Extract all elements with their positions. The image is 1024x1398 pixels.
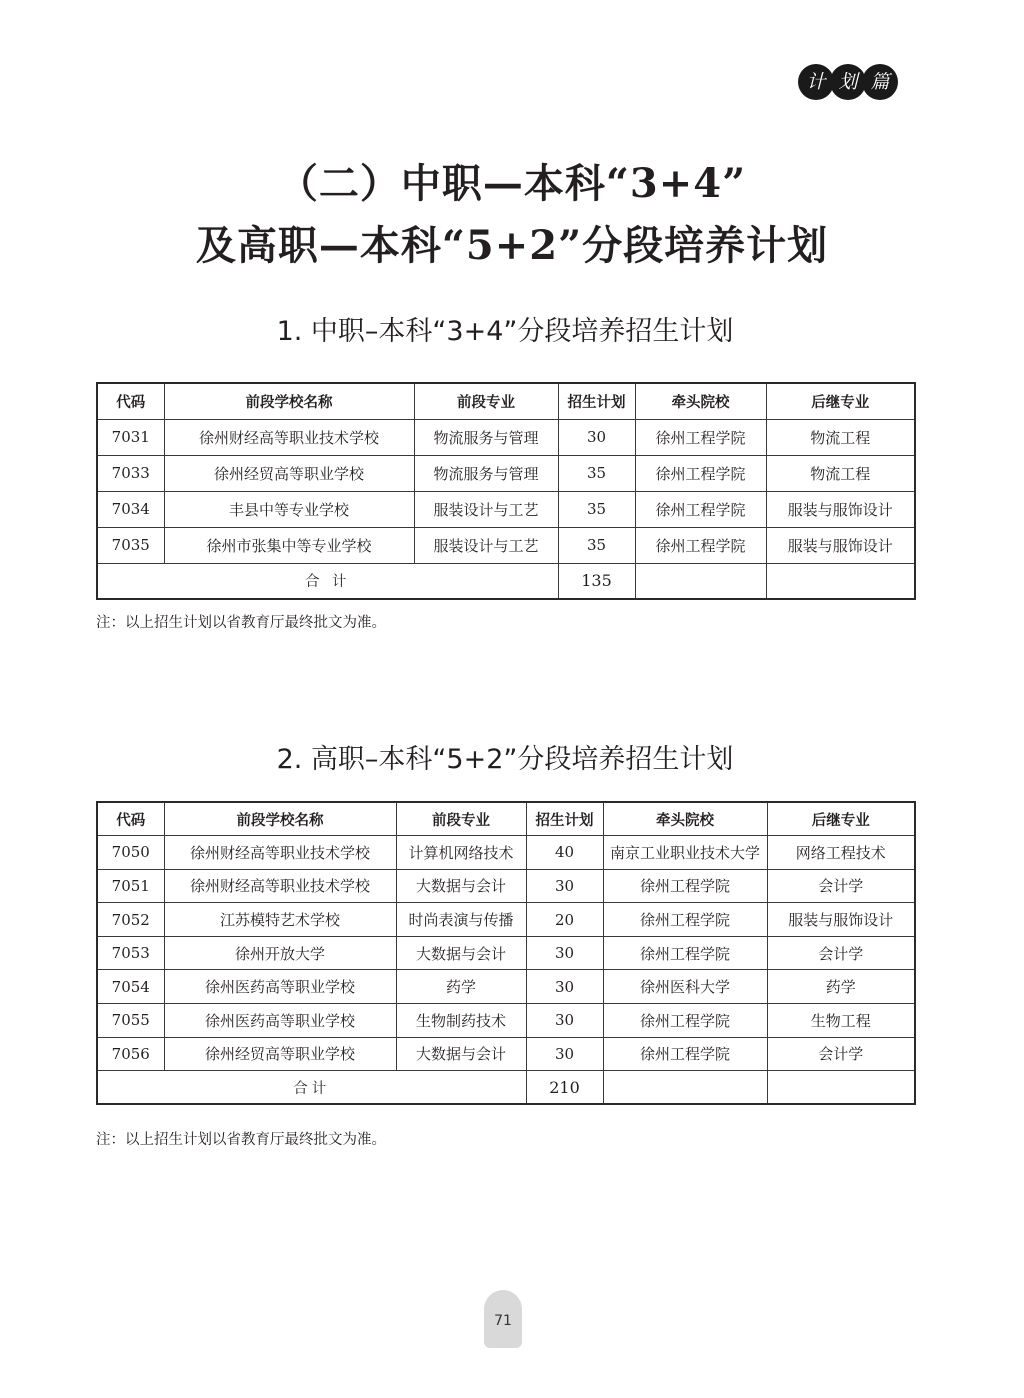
total-label: 合 计 (97, 563, 558, 599)
table-row (97, 527, 915, 563)
successor-major-cell: 服装与服饰设计 (766, 527, 915, 563)
code-cell: 7035 (97, 527, 164, 563)
section1-note: 注：以上招生计划以省教育厅最终批文为准。 (96, 615, 386, 631)
quota-cell: 30 (526, 970, 603, 1004)
table-row (97, 455, 915, 491)
total-label: 合计 (97, 1071, 526, 1105)
badge-char: 计 (798, 64, 834, 100)
section2-note: 注：以上招生计划以省教育厅最终批文为准。 (96, 1132, 386, 1148)
school-cell: 徐州财经高等职业技术学校 (164, 836, 396, 870)
table-row (97, 936, 915, 970)
column-header: 牵头院校 (603, 802, 767, 836)
school-cell: 徐州医药高等职业学校 (164, 970, 396, 1004)
successor-major-cell: 网络工程技术 (767, 836, 915, 870)
lead-college-cell: 徐州工程学院 (603, 936, 767, 970)
table-header-row (97, 383, 915, 419)
empty-cell (766, 563, 915, 599)
successor-major-cell: 服装与服饰设计 (766, 491, 915, 527)
column-header: 前段专业 (414, 383, 558, 419)
major-cell: 计算机网络技术 (396, 836, 526, 870)
successor-major-cell: 生物工程 (767, 1004, 915, 1038)
table-row (97, 836, 915, 870)
lead-college-cell: 徐州工程学院 (635, 491, 766, 527)
major-cell: 物流服务与管理 (414, 419, 558, 455)
major-cell: 服装设计与工艺 (414, 491, 558, 527)
major-cell: 生物制药技术 (396, 1004, 526, 1038)
lead-college-cell: 徐州工程学院 (603, 869, 767, 903)
successor-major-cell: 会计学 (767, 869, 915, 903)
school-cell: 徐州医药高等职业学校 (164, 1004, 396, 1038)
total-value: 210 (526, 1071, 603, 1105)
table-row (97, 491, 915, 527)
total-value: 135 (558, 563, 635, 599)
badge-char: 划 (830, 64, 866, 100)
lead-college-cell: 徐州工程学院 (603, 1037, 767, 1071)
table-row (97, 869, 915, 903)
table-row (97, 970, 915, 1004)
major-cell: 药学 (396, 970, 526, 1004)
school-cell: 徐州经贸高等职业学校 (164, 455, 414, 491)
column-header: 前段专业 (396, 802, 526, 836)
table-row (97, 419, 915, 455)
total-row (97, 563, 915, 599)
badge-char: 篇 (862, 64, 898, 100)
successor-major-cell: 药学 (767, 970, 915, 1004)
column-header: 前段学校名称 (164, 802, 396, 836)
quota-cell: 30 (526, 936, 603, 970)
code-cell: 7055 (97, 1004, 164, 1038)
quota-cell: 30 (526, 1037, 603, 1071)
school-cell: 徐州财经高等职业技术学校 (164, 419, 414, 455)
lead-college-cell: 徐州医科大学 (603, 970, 767, 1004)
school-cell: 江苏模特艺术学校 (164, 903, 396, 937)
page-title-line2: 及高职—本科“5+2”分段培养计划 (195, 222, 829, 269)
code-cell: 7054 (97, 970, 164, 1004)
column-header: 招生计划 (526, 802, 603, 836)
plan-table-3plus4 (96, 382, 916, 600)
successor-major-cell: 会计学 (767, 936, 915, 970)
code-cell: 7033 (97, 455, 164, 491)
successor-major-cell: 服装与服饰设计 (767, 903, 915, 937)
table-row (97, 1004, 915, 1038)
total-row (97, 1071, 915, 1105)
table-header-row (97, 802, 915, 836)
quota-cell: 35 (558, 491, 635, 527)
lead-college-cell: 徐州工程学院 (635, 419, 766, 455)
column-header: 代码 (97, 802, 164, 836)
school-cell: 徐州经贸高等职业学校 (164, 1037, 396, 1071)
lead-college-cell: 徐州工程学院 (635, 455, 766, 491)
page-number: 71 (484, 1290, 522, 1348)
code-cell: 7051 (97, 869, 164, 903)
successor-major-cell: 物流工程 (766, 419, 915, 455)
quota-cell: 30 (526, 869, 603, 903)
code-cell: 7052 (97, 903, 164, 937)
school-cell: 徐州开放大学 (164, 936, 396, 970)
column-header: 代码 (97, 383, 164, 419)
column-header: 后继专业 (767, 802, 915, 836)
page-title-line1: （二）中职—本科“3+4” (277, 160, 747, 207)
quota-cell: 35 (558, 455, 635, 491)
column-header: 牵头院校 (635, 383, 766, 419)
empty-cell (767, 1071, 915, 1105)
successor-major-cell: 物流工程 (766, 455, 915, 491)
code-cell: 7031 (97, 419, 164, 455)
empty-cell (603, 1071, 767, 1105)
column-header: 后继专业 (766, 383, 915, 419)
school-cell: 徐州市张集中等专业学校 (164, 527, 414, 563)
major-cell: 物流服务与管理 (414, 455, 558, 491)
column-header: 招生计划 (558, 383, 635, 419)
code-cell: 7034 (97, 491, 164, 527)
major-cell: 大数据与会计 (396, 1037, 526, 1071)
empty-cell (635, 563, 766, 599)
section1-heading: 1. 中职–本科“3+4”分段培养招生计划 (276, 316, 734, 347)
code-cell: 7056 (97, 1037, 164, 1071)
major-cell: 大数据与会计 (396, 869, 526, 903)
table-row (97, 903, 915, 937)
lead-college-cell: 徐州工程学院 (603, 903, 767, 937)
school-cell: 丰县中等专业学校 (164, 491, 414, 527)
major-cell: 服装设计与工艺 (414, 527, 558, 563)
major-cell: 大数据与会计 (396, 936, 526, 970)
quota-cell: 30 (526, 1004, 603, 1038)
plan-table-5plus2 (96, 801, 916, 1105)
quota-cell: 30 (558, 419, 635, 455)
lead-college-cell: 徐州工程学院 (603, 1004, 767, 1038)
section-badge (798, 64, 898, 102)
column-header: 前段学校名称 (164, 383, 414, 419)
school-cell: 徐州财经高等职业技术学校 (164, 869, 396, 903)
quota-cell: 40 (526, 836, 603, 870)
code-cell: 7050 (97, 836, 164, 870)
quota-cell: 35 (558, 527, 635, 563)
code-cell: 7053 (97, 936, 164, 970)
quota-cell: 20 (526, 903, 603, 937)
table-row (97, 1037, 915, 1071)
lead-college-cell: 南京工业职业技术大学 (603, 836, 767, 870)
successor-major-cell: 会计学 (767, 1037, 915, 1071)
section2-heading: 2. 高职–本科“5+2”分段培养招生计划 (276, 744, 734, 775)
lead-college-cell: 徐州工程学院 (635, 527, 766, 563)
major-cell: 时尚表演与传播 (396, 903, 526, 937)
